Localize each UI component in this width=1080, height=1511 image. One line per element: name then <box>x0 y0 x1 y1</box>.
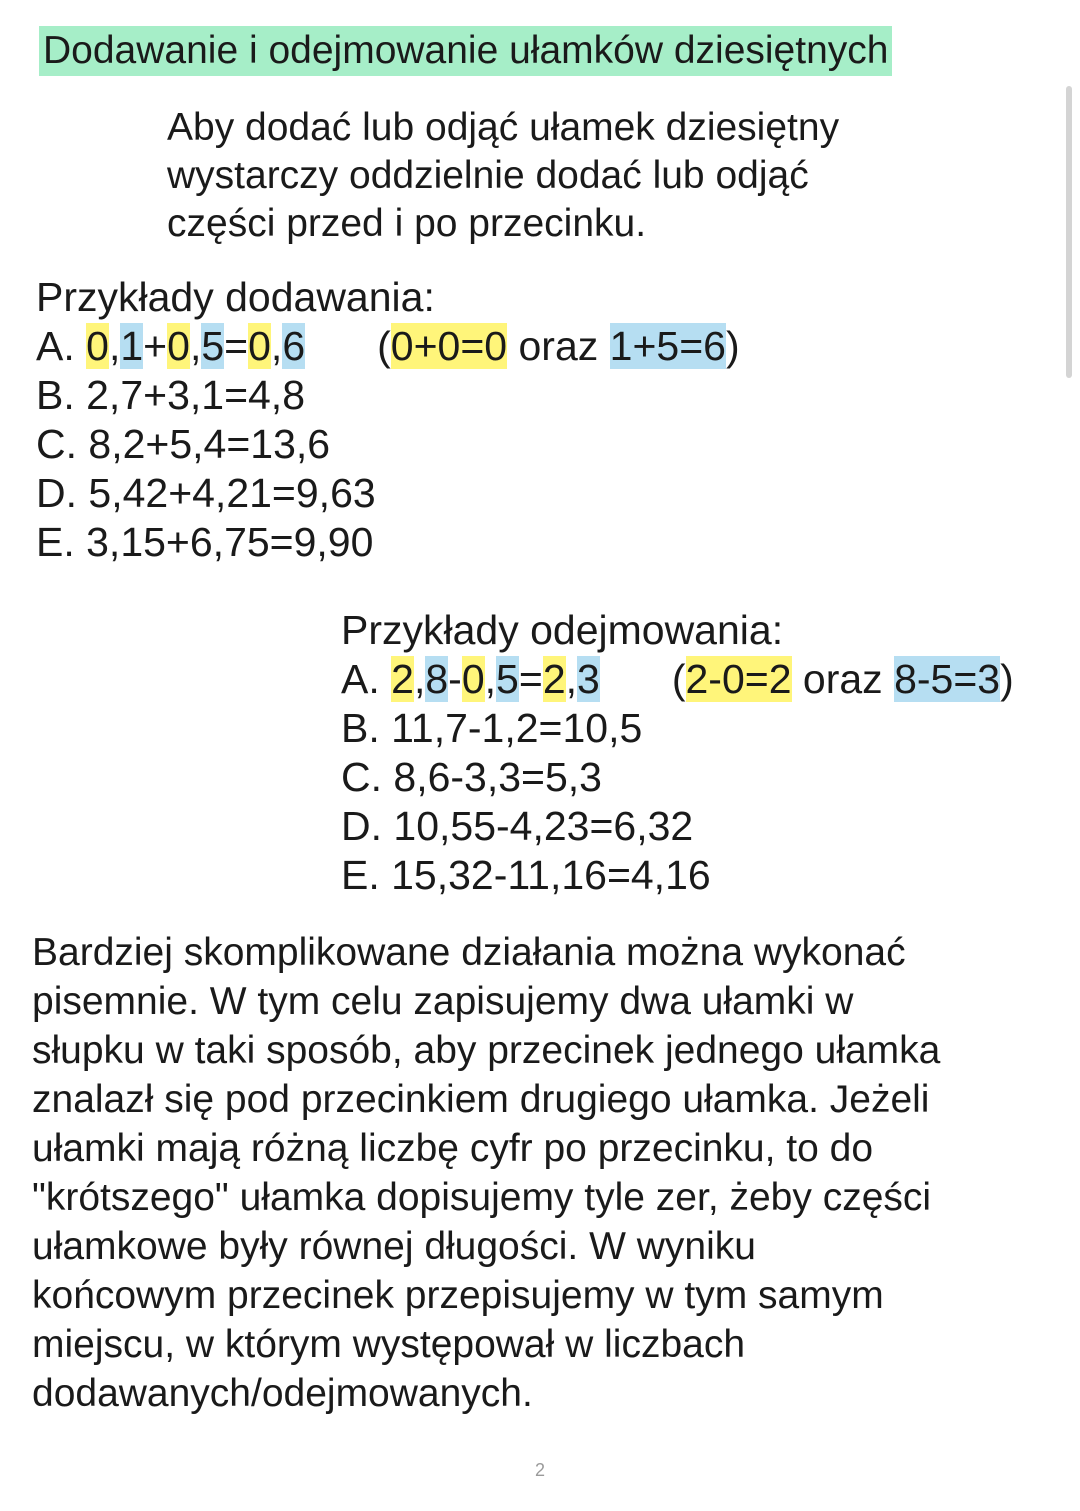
subtraction-example-a <box>341 655 1014 704</box>
paragraph-line: Bardziej skomplikowane działania można wykonać <box>32 931 906 974</box>
equals: = <box>518 656 543 702</box>
subtraction-example: D. 10,55-4,23=6,32 <box>341 803 694 849</box>
example-label: A. <box>341 656 392 702</box>
fraction-part: 5 <box>201 323 225 369</box>
whole-part: 2 <box>542 656 566 702</box>
whole-part: 2 <box>391 656 414 702</box>
comma: , <box>189 323 202 369</box>
comma: , <box>108 323 121 369</box>
paragraph-line: końcowym przecinek przepisujemy w tym samym <box>32 1274 884 1317</box>
whole-part: 0 <box>248 323 271 369</box>
addition-heading: Przykłady dodawania: <box>36 274 435 320</box>
addition-example: E. 3,15+6,75=9,90 <box>36 519 374 565</box>
paragraph-line: pisemnie. W tym celu zapisujemy dwa ułamki w <box>32 980 854 1023</box>
addition-example-a <box>36 322 740 371</box>
addition-examples <box>36 273 740 567</box>
fraction-part: 6 <box>282 323 306 369</box>
paragraph-line: ułamki mają różną liczbę cyfr po przecinku, to do <box>32 1127 874 1170</box>
intro-line: Aby dodać lub odjąć ułamek dziesiętny <box>167 106 840 149</box>
fraction-part: 5 <box>496 656 519 702</box>
whole-part: 0 <box>167 323 190 369</box>
paren-close: ) <box>725 323 740 369</box>
addition-example: C. 8,2+5,4=13,6 <box>36 421 331 467</box>
whole-part: 0 <box>86 323 109 369</box>
comma: , <box>565 656 578 702</box>
comma: , <box>413 656 426 702</box>
comma: , <box>270 323 283 369</box>
addition-example: D. 5,42+4,21=9,63 <box>36 470 376 516</box>
operator: - <box>448 656 462 702</box>
paragraph-line: znalazł się pod przecinkiem drugiego ułamka. Jeżeli <box>32 1078 930 1121</box>
oraz-word: oraz <box>507 323 610 369</box>
page-number: 2 <box>534 1460 545 1480</box>
explanation-paragraph <box>32 928 940 1418</box>
subtraction-examples <box>341 606 1014 900</box>
fraction-part: 8 <box>425 656 449 702</box>
intro-text <box>167 104 839 248</box>
equals: = <box>224 323 249 369</box>
subtraction-example: E. 15,32-11,16=4,16 <box>341 852 711 898</box>
oraz-word: oraz <box>791 656 895 702</box>
paren-close: ) <box>1000 656 1014 702</box>
subtraction-example: B. 11,7-1,2=10,5 <box>341 705 643 751</box>
subtraction-heading: Przykłady odejmowania: <box>341 607 784 653</box>
whole-diff-highlight: 2-0=2 <box>685 656 792 702</box>
subtraction-example: C. 8,6-3,3=5,3 <box>341 754 602 800</box>
paren-open: ( <box>671 656 686 702</box>
addition-example: B. 2,7+3,1=4,8 <box>36 372 306 418</box>
page-title: Dodawanie i odejmowanie ułamków dziesiętnych <box>39 26 892 76</box>
fraction-diff-highlight: 8-5=3 <box>894 656 1001 702</box>
paragraph-line: miejscu, w którym występował w liczbach <box>32 1323 746 1366</box>
intro-line: części przed i po przecinku. <box>167 202 647 245</box>
whole-sum-highlight: 0+0=0 <box>390 323 508 369</box>
paragraph-line: ułamkowe były równej długości. W wyniku <box>32 1225 756 1268</box>
example-label: A. <box>36 323 87 369</box>
paragraph-line: "krótszego" ułamka dopisujemy tyle zer, żeby części <box>32 1176 932 1219</box>
intro-line: wystarczy oddzielnie dodać lub odjąć <box>167 154 809 197</box>
fraction-sum-highlight: 1+5=6 <box>609 323 726 369</box>
comma: , <box>484 656 497 702</box>
fraction-part: 1 <box>120 323 144 369</box>
paragraph-line: słupku w taki sposób, aby przecinek jednego ułamka <box>32 1029 941 1072</box>
whole-part: 0 <box>461 656 485 702</box>
operator: + <box>143 323 168 369</box>
paren-open: ( <box>377 323 391 369</box>
paragraph-line: dodawanych/odejmowanych. <box>32 1372 533 1415</box>
scrollbar[interactable] <box>1066 86 1072 378</box>
fraction-part: 3 <box>577 656 600 702</box>
